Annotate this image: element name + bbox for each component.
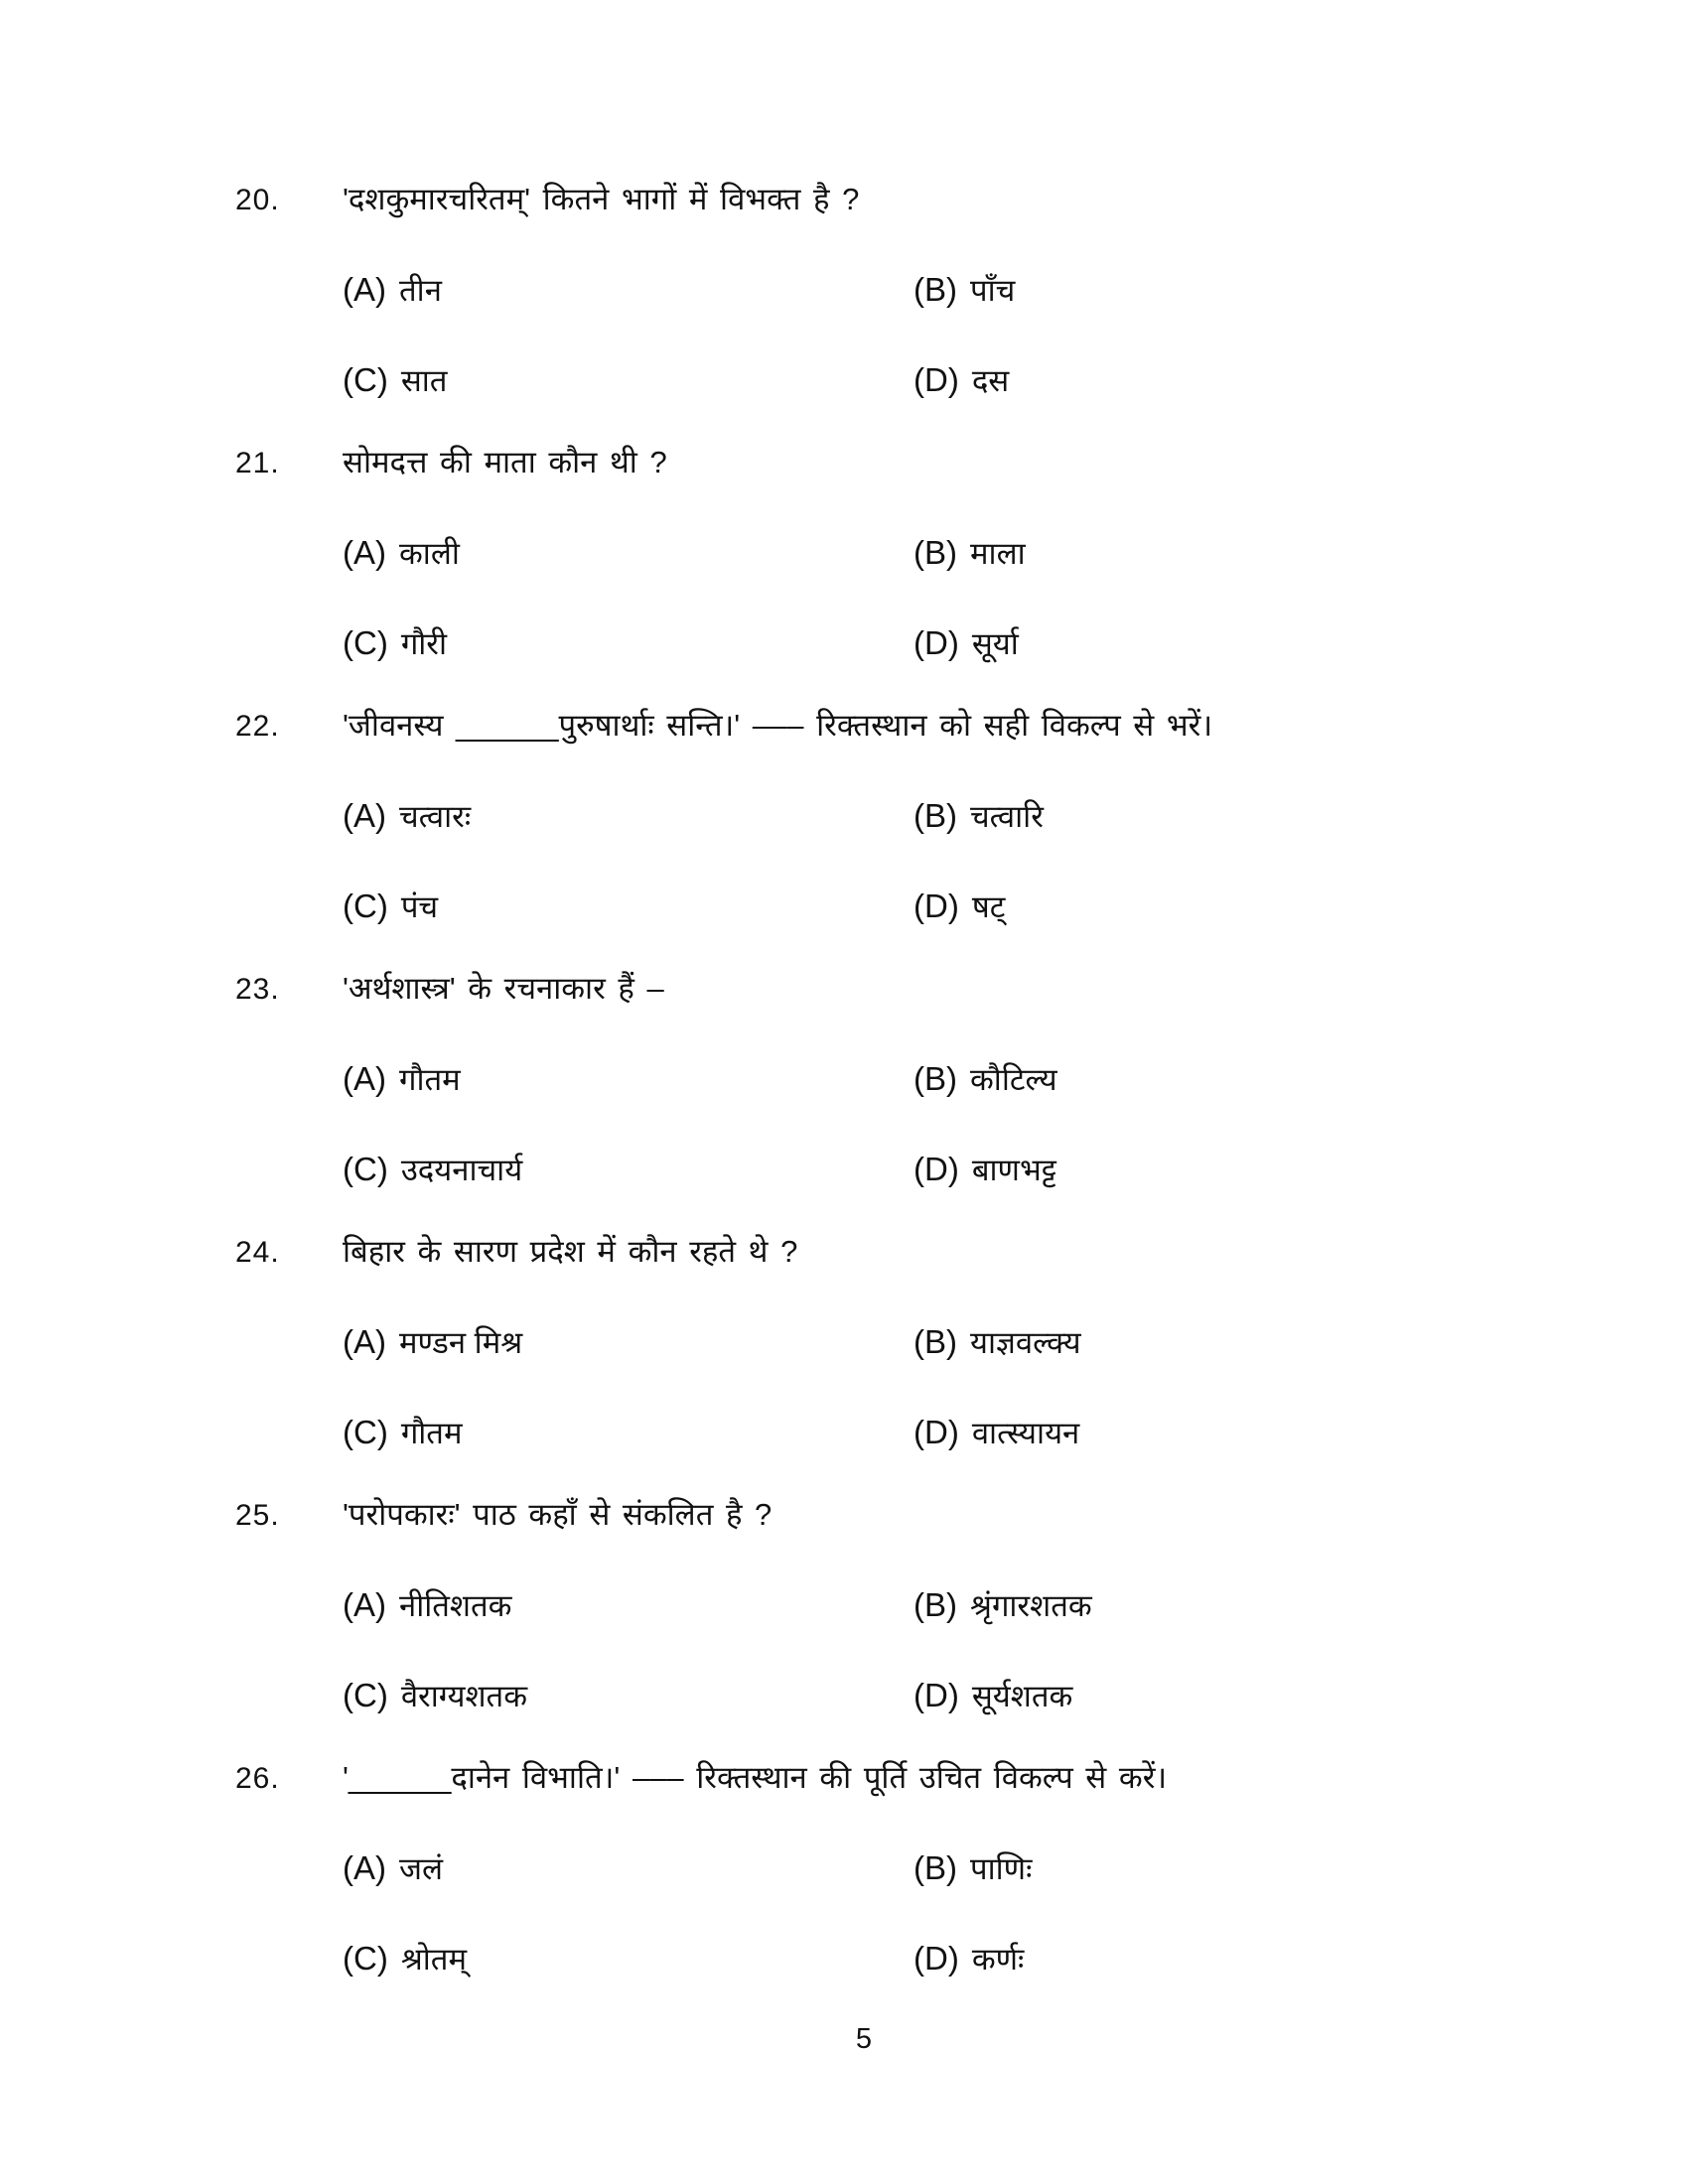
question-text: 'परोपकारः' पाठ कहाँ से संकलित है ? [343, 1497, 773, 1532]
option-c [343, 1941, 914, 1978]
question-number: 26. [235, 1762, 280, 1795]
question-number: 21. [235, 447, 280, 479]
option-text: याज्ञवल्क्य [970, 1325, 1081, 1360]
option-label: (C) [343, 624, 388, 661]
question-text: 'जीवनस्य ______पुरुषार्थाः सन्ति।' ––– रिक्तस्थान को सही विकल्प से भरें। [343, 708, 1213, 743]
option-a [343, 1324, 914, 1361]
question-text: 'दशकुमारचरितम्' कितने भागों में विभक्त है ? [343, 182, 860, 216]
question-line [0, 1497, 1688, 1534]
option-label: (A) [343, 534, 386, 571]
option-text: पाणिः [970, 1851, 1033, 1886]
options-grid [343, 798, 1688, 925]
question-block-20 [0, 182, 1688, 399]
option-c [343, 625, 914, 662]
option-label: (A) [343, 797, 386, 834]
question-text: सोमदत्त की माता कौन थी ? [343, 445, 667, 479]
options-grid [343, 1324, 1688, 1451]
question-line [0, 1234, 1688, 1271]
option-label: (B) [914, 1849, 957, 1886]
option-text: नीतिशतक [399, 1588, 512, 1623]
option-b [914, 1587, 1688, 1624]
option-b [914, 535, 1688, 572]
option-c [343, 1678, 914, 1714]
option-text: जलं [399, 1851, 444, 1886]
page-number: 5 [855, 2023, 873, 2055]
option-a [343, 272, 914, 309]
option-label: (B) [914, 1060, 957, 1097]
option-label: (B) [914, 1323, 957, 1360]
option-label: (C) [343, 1677, 388, 1713]
option-a [343, 1587, 914, 1624]
option-label: (D) [914, 1151, 959, 1187]
option-a [343, 798, 914, 835]
question-text: बिहार के सारण प्रदेश में कौन रहते थे ? [343, 1234, 798, 1269]
option-text: पंच [400, 889, 439, 924]
option-text: कौटिल्य [970, 1062, 1057, 1097]
option-label: (C) [343, 887, 388, 924]
option-text: बाणभट्ट [971, 1153, 1056, 1187]
option-label: (A) [343, 1586, 386, 1623]
question-number: 23. [235, 973, 280, 1006]
option-d [914, 1941, 1688, 1978]
option-text: वात्स्यायन [971, 1416, 1080, 1450]
question-line [0, 182, 1688, 218]
question-block-24 [0, 1234, 1688, 1451]
option-label: (B) [914, 797, 957, 834]
question-block-22 [0, 708, 1688, 925]
options-grid [343, 1850, 1688, 1978]
question-number: 22. [235, 710, 280, 743]
option-b [914, 798, 1688, 835]
option-text: माला [970, 536, 1026, 571]
option-d [914, 362, 1688, 399]
option-text: चत्वारि [970, 799, 1044, 834]
option-d [914, 888, 1688, 925]
question-block-23 [0, 971, 1688, 1188]
option-a [343, 1850, 914, 1887]
options-grid [343, 535, 1688, 662]
option-d [914, 1678, 1688, 1714]
option-text: तीन [399, 273, 442, 308]
option-b [914, 1324, 1688, 1361]
question-block-21 [0, 445, 1688, 662]
option-text: पाँच [970, 273, 1016, 308]
question-line [0, 445, 1688, 481]
option-text: गौरी [400, 626, 448, 661]
option-label: (D) [914, 1414, 959, 1450]
option-b [914, 272, 1688, 309]
option-label: (D) [914, 1940, 959, 1977]
option-text: मण्डन मिश्र [399, 1325, 523, 1360]
option-label: (A) [343, 1060, 386, 1097]
option-a [343, 1061, 914, 1098]
question-line [0, 1760, 1688, 1797]
option-label: (D) [914, 361, 959, 398]
option-text: षट् [971, 889, 1006, 924]
question-text: '______दानेन विभाति।' ––– रिक्तस्थान की पूर्ति उचित विकल्प से करें। [343, 1760, 1168, 1795]
question-text: 'अर्थशास्त्र' के रचनाकार हैं – [343, 971, 664, 1006]
option-label: (B) [914, 271, 957, 308]
question-number: 20. [235, 184, 280, 216]
question-line [0, 708, 1688, 745]
option-text: गौतम [399, 1062, 461, 1097]
option-label: (B) [914, 534, 957, 571]
option-text: उदयनाचार्य [400, 1153, 523, 1187]
question-line [0, 971, 1688, 1008]
option-label: (C) [343, 1414, 388, 1450]
option-b [914, 1850, 1688, 1887]
option-label: (D) [914, 624, 959, 661]
question-number: 24. [235, 1236, 280, 1269]
option-label: (B) [914, 1586, 957, 1623]
option-d [914, 1152, 1688, 1188]
options-grid [343, 1587, 1688, 1714]
option-text: सात [400, 363, 448, 398]
question-block-26 [0, 1760, 1688, 1978]
option-c [343, 362, 914, 399]
option-b [914, 1061, 1688, 1098]
option-text: काली [399, 536, 460, 571]
option-c [343, 888, 914, 925]
option-label: (D) [914, 1677, 959, 1713]
option-c [343, 1415, 914, 1451]
option-text: चत्वारः [399, 799, 472, 834]
option-a [343, 535, 914, 572]
question-block-25 [0, 1497, 1688, 1714]
option-d [914, 1415, 1688, 1451]
option-label: (C) [343, 1151, 388, 1187]
option-label: (A) [343, 1323, 386, 1360]
option-label: (A) [343, 271, 386, 308]
option-text: श्रृंगारशतक [970, 1588, 1092, 1623]
option-text: श्रोतम् [400, 1942, 467, 1977]
option-label: (D) [914, 887, 959, 924]
options-grid [343, 1061, 1688, 1188]
option-text: वैराग्यशतक [400, 1679, 528, 1713]
option-label: (A) [343, 1849, 386, 1886]
option-text: दस [971, 363, 1010, 398]
option-text: कर्णः [971, 1942, 1025, 1977]
option-label: (C) [343, 361, 388, 398]
question-number: 25. [235, 1499, 280, 1532]
option-label: (C) [343, 1940, 388, 1977]
options-grid [343, 272, 1688, 399]
option-text: गौतम [400, 1416, 463, 1450]
option-d [914, 625, 1688, 662]
option-text: सूर्या [971, 626, 1019, 661]
option-text: सूर्यशतक [971, 1679, 1073, 1713]
option-c [343, 1152, 914, 1188]
